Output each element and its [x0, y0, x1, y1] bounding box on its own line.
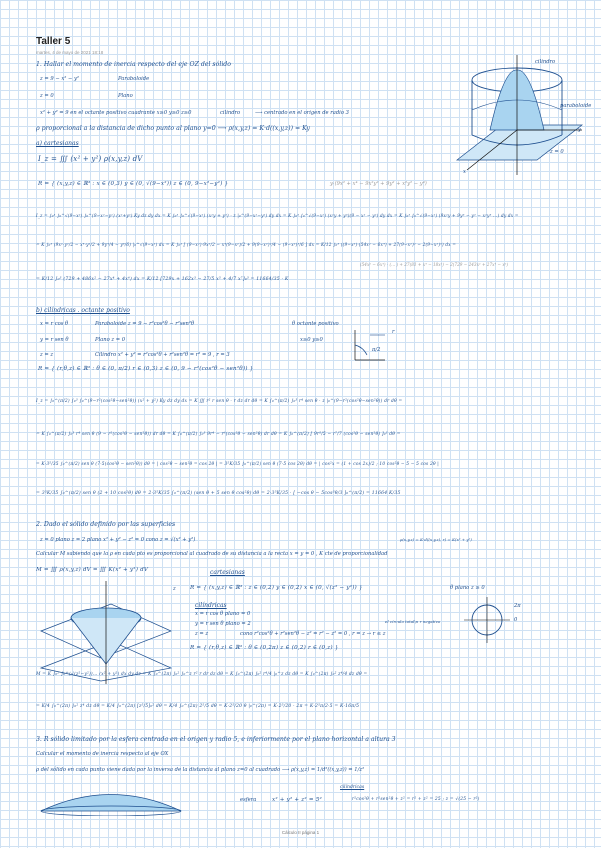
page-footer: Cálculo II página 1: [281, 830, 320, 835]
problem1-eq3: x² + y² = 9 en el octante positivo cuadrante x≥0 y≥0 z≥0: [40, 110, 192, 116]
problem2-cil-label: cilíndricas: [195, 602, 227, 609]
problem1-b-line3: = K·3⁵/35 ∫₀^(π/2) sen θ (7·5(cos²θ − sen²θ)) dθ = | cos²θ − sen²θ = cos 2θ | = 3⁵K/35 ∫₀^(π/2) sen θ (7·5 cos 2θ) dθ = | cos²x = (1 + cos 2x)/2 ; 10 cos²θ − 5 − 5 cos 2θ |: [36, 462, 439, 467]
problem2-plane-note: θ plano z ≥ 0: [450, 585, 485, 591]
problem1-b-line1: I_z = ∫₀^(π/2) ∫₀³ ∫₀^(9−r²(cos²θ−sen²θ)) (x² + y²) Ky dz dy dx = K ∭ r² r sen θ · r dz dr dθ = K ∫₀^(π/2) ∫₀³ r⁴ sen θ · z |₀^(9−r²(cos²θ−sen²θ)) dr dθ =: [36, 399, 403, 404]
sketch1-x-axis-label: x: [463, 169, 466, 175]
problem2-mass-line2: = K/4 ∫₀^(2π) ∫₀² z⁴ dz dθ = K/4 ∫₀^(2π) [z⁵/5]₀² dθ = K/4 ∫₀^(2π) 2⁵/5 dθ = K·2⁵/20 θ |₀^(2π) = K·2⁵/20 · 2π = K·2⁵π/2·5 = K·16π/5: [36, 704, 360, 709]
problem1-b-line4: = 3⁵K/35 ∫₀^(π/2) sen θ (2 + 10 cos²θ) dθ = 2·3⁵K/35 ∫₀^(π/2) (sen θ + 5 sen θ cos²θ) dθ = 2·3⁵K/35 · [ −cos θ − 5cos³θ/3 ]₀^(π/2) = 11664 K/35: [36, 491, 401, 496]
problem1-a-line2: = K ∫₀³ (9x²·y²/2 − x⁴·y²/2 + 9y⁴/4 − y⁶/6) |₀^√(9−x²) dx = K ∫₀³ [ (9−x²)·9x²/2 − x⁴(9−x²)/2 + 9(9−x²)²/4 − (9−x²)³/6 ] dx = K/12 ∫₀³ ((9−x²)·(54x² − 6x⁴) + 27(9−x²)² − 2(9−x²)³) dx =: [36, 242, 457, 247]
octante-condition: x≥0 y≥0: [300, 337, 323, 343]
problem2-circle-annot: el círculo total\n r negativo: [385, 619, 441, 624]
problem2-surfaces: z = 0 plano z = 2 plano x² + y² − z² = 0 cono z = √(x² + y²): [40, 537, 196, 543]
problem1-part-a: a) cartesianas: [36, 140, 79, 147]
cone-sketch: [36, 576, 176, 686]
problem1-eq1-name: Paraboloide: [118, 76, 150, 82]
cyl-x: x = r cos θ: [40, 321, 69, 327]
sphere-cil-note: cilíndricas: [340, 785, 365, 790]
problem2-rho-note: ρ(x,y,z) = K·d((x,y,z), r) = K(x² + y²): [400, 537, 472, 542]
pencil-expansion-note: y·(9x² + x⁴ − 9x²y² + 9y² + x²y² − y⁴): [330, 181, 427, 187]
problem1-region-b: R = { (r,θ,z) ∈ ℝ³ : θ ∈ (0, π/2) r ∈ (0,3) z ∈ (0, 9 − r²(cos²θ − sen²θ)) }: [38, 366, 254, 372]
pencil-line2-note: (54x² − 6x⁴) · (... ) + 27(81 + x⁴ − 18x²) − 2(729 − 243x² + 27x⁴ − x⁶): [360, 262, 508, 267]
sketch1-cylinder-label: cilindro: [535, 59, 556, 65]
problem2-cil3: z = z: [195, 631, 209, 637]
cyl-y-surface: Plano z = 0: [95, 337, 126, 343]
angle-r-label: r: [392, 329, 395, 335]
problem2-mass-def: M = ∭ ρ(x,y,z) dV = ∭ K(x² + y²) dV: [36, 567, 149, 573]
octante-label: θ octante positivo: [292, 321, 339, 327]
problem2-cil2: y = r sen θ plano = 2: [195, 621, 251, 627]
page-date: martes, 4 de mayo de 2021 18:18: [36, 50, 104, 55]
paraboloid-cylinder-sketch: [452, 50, 587, 180]
sketch1-y-axis-label: y: [578, 127, 581, 133]
problem2-cyl-region: R = { (r,θ,z) ∈ ℝ³ : θ ∈ (0,2π) z ∈ (0,2) r ∈ (0,z) }: [190, 645, 339, 651]
problem1-eq3-note: ⟶ centrado en el origen de radio 3: [255, 110, 349, 116]
problem2-statement: 2. Dado el sólido definido por las superficies: [36, 521, 176, 528]
cyl-z-surface: Cilindro x² + y² = r²cos²θ + r²sen²θ = r² = 9 , r = 3: [95, 352, 230, 358]
cyl-y: y = r sen θ: [40, 337, 69, 343]
problem2-cone-line: cono r²cos²θ + r²sen²θ − z² = r² − z² = 0 , r = z → r ≤ z: [240, 631, 386, 637]
sphere-equation: x² + y² + z² = 5²: [272, 797, 322, 803]
problem1-statement: 1. Hallar el momento de inercia respecto del eje OZ del sólido: [36, 61, 231, 68]
circle-2pi-label: 2π: [514, 603, 521, 609]
cone-sketch-z-label: z: [173, 586, 176, 592]
sphere-label: esfera: [240, 797, 257, 803]
problem1-part-b: b) cilíndricas . octante positivo: [36, 307, 130, 314]
sketch1-paraboloid-label: paraboloide: [560, 103, 592, 109]
cyl-x-surface: Paraboloide z = 9 − r²cos²θ − r²sen²θ: [95, 321, 195, 327]
problem1-a-line1: I_z = ∫₀³ ∫₀^√(9−x²) ∫₀^(9−x²−y²) (x²+y²) Ky dz dy dx = K ∫₀³ ∫₀^√(9−x²) (x²y + y³) · z |₀^(9−x²−y²) dy dx = K ∫₀³ ∫₀^√(9−x²) (x²y + y³)(9 − x² − y²) dy dx = K ∫₀³ ∫₀^√(9−x²) (9x²y + 9y³ − y⁵ − x²y³ ...) dy dx =: [36, 213, 519, 218]
problem1-a-line3: = K/12 ∫₀³ (729 + 486x² − 27x⁴ + 4x⁶) dx = K/12 [729x + 162x³ − 27/5 x⁵ + 4/7 x⁷]₀³ = 11664/35 · K: [36, 277, 289, 282]
sphere-cylindrical: r²cos²θ + r²sen²θ + z² = r² + z² = 25 ; z = √(25 − r²): [352, 797, 480, 802]
problem2-calc: Calcular M sabiendo que la ρ en cada pto es proporcional al cuadrado de su distancia a la recta x = y = 0 , K cte de proporcionalidad: [36, 551, 388, 557]
problem1-b-line2: = K ∫₀^(π/2) ∫₀³ r⁴ sen θ (9 − r²(cos²θ − sen²θ)) dr dθ = K ∫₀^(π/2) ∫₀³ 9r⁴ − r⁶(cos²θ − sen²θ) dr dθ = K ∫₀^(π/2) [ 9r⁵/5 − r⁷/7 (cos²θ − sen²θ) ]₀³ dθ =: [36, 432, 401, 437]
problem2-cart-label: cartesianas: [210, 569, 245, 576]
problem2-cart-region: R = { (x,y,z) ∈ ℝ³ : z ∈ (0,2) y ∈ (0,2) x ∈ (0, √(z² − y²)) }: [190, 585, 363, 591]
problem2-cil1: x = r cos θ plano = 0: [195, 611, 251, 617]
problem2-mass-line1: M = K ∫₀² ∫₀^(√(z²−y²))... (x² + y²) dx dy dz = K ∫₀^(2π) ∫₀² ∫₀^z r² r dr dz dθ = K ∫₀^(2π) ∫₀² r⁴/4 |₀^z dz dθ = K ∫₀^(2π) ∫₀² z⁴/4 dz dθ =: [36, 672, 368, 677]
circle-0-label: 0: [514, 617, 518, 623]
problem1-eq3-name: cilindro: [220, 110, 241, 116]
page-title: Taller 5: [36, 36, 71, 47]
problem1-eq2-name: Plano: [118, 93, 133, 99]
sphere-cap-sketch: [36, 786, 186, 816]
cyl-z: z = z: [40, 352, 54, 358]
problem3-statement: 3. R sólido limitado por la esfera centrada en el origen y radio 5, e inferiormente por el plano horizontal a altura 3: [36, 736, 396, 743]
sketch1-plane-label: z = 0: [550, 149, 564, 155]
angle-sketch: [345, 325, 405, 365]
problem1-eq2: z = 0: [40, 93, 54, 99]
problem1-density: ρ proporcional a la distancia de dicho punto al plano y=0 ⟶ ρ(x,y,z) = K·d((x,y,z)) = Ky: [36, 125, 310, 132]
angle-pi2-label: π/2: [372, 347, 381, 353]
problem1-region-a: R = { (x,y,z) ∈ ℝ³ : x ∈ (0,3) y ∈ (0, √(9−x²)) z ∈ (0, 9−x²−y²) }: [38, 181, 229, 187]
problem1-eq1: z = 9 − x² − y²: [40, 76, 79, 82]
problem1-iz-definition: I_z = ∭ (x² + y²) ρ(x,y,z) dV: [38, 155, 143, 163]
circle-sketch: [462, 595, 512, 645]
problem3-calc: Calcular el momento de inercia respecto al eje OX: [36, 751, 169, 757]
problem3-density: ρ del sólido en cada punto viene dada por la inversa de la distancia al plano z=0 al cuadrado ⟶ ρ(x,y,z) = 1/d²((x,y,z)) = 1/z²: [36, 767, 365, 773]
